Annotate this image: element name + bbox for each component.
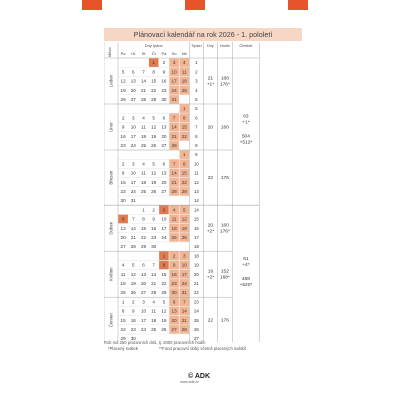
day-number: 27	[130, 97, 136, 102]
binder-tab-middle	[185, 0, 205, 10]
week-number: 14	[193, 207, 199, 213]
day-number: 13	[161, 124, 167, 130]
month-hours: 176	[220, 318, 229, 324]
day-number: 21	[171, 179, 177, 185]
day-number: 8	[121, 308, 125, 314]
day-number: 29	[151, 97, 157, 102]
month-workdays: 22	[207, 318, 214, 324]
day-number: 14	[130, 225, 136, 231]
day-number: 26	[130, 290, 136, 296]
day-number: 15	[181, 124, 187, 130]
page-title: Plánovací kalendář na rok 2026 - 1. pololetí	[104, 28, 302, 41]
day-number: 21	[140, 87, 147, 93]
day-number: 28	[140, 97, 147, 102]
day-number: 23	[171, 281, 177, 286]
day-number: 11	[120, 271, 126, 277]
day-number: 11	[151, 308, 157, 314]
day-number: 11	[141, 170, 146, 176]
day-number: 2	[132, 299, 135, 305]
day-number: 15	[151, 78, 157, 84]
day-number: 12	[130, 271, 136, 277]
day-number: 17	[130, 179, 136, 185]
week-number: 22	[193, 290, 199, 296]
day-number: 1	[162, 253, 166, 259]
day-number: 27	[140, 290, 147, 296]
day-number: 21	[171, 133, 177, 139]
day-number: 9	[132, 308, 135, 314]
day-number: 9	[121, 124, 125, 130]
day-number: 15	[161, 271, 167, 277]
day-number: 8	[142, 216, 145, 222]
day-number: 30	[120, 198, 126, 204]
day-number: 16	[151, 225, 157, 231]
week-number: 17	[193, 235, 199, 240]
day-number: 16	[161, 78, 167, 84]
days-header: Dny	[207, 44, 214, 48]
day-number: 11	[181, 69, 187, 75]
holiday-legend: *Placený svátek	[108, 346, 138, 351]
day-number: 19	[181, 225, 187, 231]
day-number: 13	[130, 78, 136, 84]
day-number: 30	[151, 244, 157, 250]
day-number: 12	[151, 124, 157, 130]
day-number: 13	[161, 170, 167, 176]
week-number: 18	[193, 253, 199, 259]
binder-tab-right	[288, 0, 308, 10]
day-number: 1	[142, 207, 145, 213]
weekday-header: Pá	[161, 51, 167, 56]
month-workdays: +1*	[206, 82, 215, 88]
day-number: 28	[171, 189, 177, 194]
day-number: 17	[171, 78, 177, 84]
day-number: 12	[181, 216, 187, 222]
day-number: 21	[130, 235, 136, 240]
day-number: 4	[183, 60, 186, 66]
month-hours: 176	[220, 176, 229, 182]
day-number: 2	[121, 115, 125, 121]
month-workdays: +2*	[206, 229, 215, 235]
hours-header: Hodin	[219, 44, 230, 48]
month-workdays: 21	[207, 76, 214, 82]
day-number: 1	[152, 60, 155, 66]
day-number: 7	[152, 262, 155, 268]
week-number: 13	[193, 189, 199, 194]
day-number: 22	[181, 179, 187, 185]
day-number: 4	[172, 207, 176, 213]
day-number: 29	[181, 189, 187, 194]
day-number: 28	[171, 143, 177, 148]
weekday-header: So	[171, 51, 177, 56]
day-number: 14	[171, 124, 177, 130]
day-number: 24	[171, 87, 177, 93]
day-number: 26	[151, 143, 157, 148]
month-hours: 168*	[219, 275, 230, 281]
day-number: 5	[162, 299, 166, 305]
day-number: 12	[161, 308, 167, 314]
week-number: 24	[193, 308, 199, 314]
month-label: Duben	[108, 221, 114, 235]
quarter-hours: +520*	[239, 283, 253, 289]
month-workdays: 22	[207, 176, 214, 182]
calendar-sheet	[104, 28, 302, 388]
month-label: Leden	[108, 74, 114, 88]
weekday-header: Ne	[181, 51, 187, 56]
day-number: 15	[120, 317, 126, 323]
day-number: 27	[171, 327, 177, 332]
day-number: 17	[130, 133, 136, 139]
day-number: 25	[181, 87, 187, 93]
day-number: 5	[132, 262, 135, 268]
day-number: 1	[183, 106, 186, 112]
day-number: 11	[171, 216, 177, 222]
quarter-hours: +512*	[239, 140, 253, 146]
day-number: 24	[130, 189, 136, 194]
day-number: 8	[162, 262, 166, 268]
day-number: 20	[161, 179, 167, 185]
month-workdays: 19	[207, 269, 214, 275]
day-number: 31	[171, 97, 177, 102]
day-number: 6	[162, 161, 166, 167]
day-number: 16	[130, 317, 136, 323]
month-hours: 176*	[219, 229, 230, 235]
binder-tab-left	[82, 0, 102, 10]
day-number: 22	[120, 327, 126, 332]
day-number: 22	[140, 235, 147, 240]
day-number: 7	[132, 216, 135, 222]
week-number: 25	[193, 317, 199, 323]
brand-logo: © ADK	[188, 373, 211, 380]
day-number: 10	[130, 170, 136, 176]
day-number: 26	[161, 327, 167, 332]
day-number: 3	[172, 60, 176, 66]
day-number: 4	[152, 299, 155, 305]
day-number: 6	[132, 69, 135, 75]
day-number: 16	[120, 179, 126, 185]
day-number: 8	[152, 69, 155, 75]
calendar-grid	[104, 42, 302, 342]
day-number: 7	[183, 299, 186, 305]
day-number: 20	[140, 281, 147, 286]
day-number: 16	[171, 271, 177, 277]
week-number: 16	[193, 225, 199, 231]
day-number: 23	[151, 235, 157, 240]
day-number: 27	[120, 244, 126, 250]
day-number: 7	[172, 115, 176, 121]
week-number: 7	[195, 124, 198, 130]
day-number: 10	[130, 124, 136, 130]
week-number: 1	[195, 60, 198, 66]
week-number: 27	[193, 336, 199, 342]
month-workdays: +2*	[206, 275, 215, 281]
day-number: 24	[181, 281, 187, 286]
day-number: 23	[120, 189, 126, 194]
day-number: 18	[181, 78, 187, 84]
week-number: 3	[195, 78, 198, 84]
day-number: 22	[151, 87, 157, 93]
day-number: 5	[152, 115, 155, 121]
day-number: 3	[142, 299, 145, 305]
day-number: 22	[161, 281, 167, 286]
website-url: www.adk.cz	[180, 380, 199, 384]
day-number: 6	[142, 262, 145, 268]
day-number: 16	[120, 133, 126, 139]
week-header: Týden	[191, 44, 202, 48]
month-hours: 160	[220, 125, 229, 131]
week-number: 20	[193, 271, 199, 277]
day-number: 29	[140, 244, 147, 250]
day-number: 23	[120, 143, 126, 148]
day-number: 6	[162, 115, 166, 121]
day-number: 8	[183, 161, 186, 167]
day-number: 30	[130, 336, 136, 342]
day-number: 19	[151, 133, 157, 139]
day-number: 24	[140, 327, 147, 332]
month-workdays: 20	[207, 125, 214, 131]
week-number: 6	[195, 115, 198, 121]
month-workdays: 20	[207, 223, 214, 229]
day-number: 2	[162, 60, 166, 66]
day-number: 20	[171, 317, 177, 323]
week-number: 5	[195, 106, 198, 112]
year-summary-note: Rok má 250 pracovních dnů, tj. 2000 pracovních hodin	[104, 340, 206, 345]
day-number: 29	[161, 290, 167, 296]
week-number: 12	[193, 179, 199, 185]
day-number: 9	[162, 69, 166, 75]
day-number: 25	[120, 290, 126, 296]
day-number: 20	[161, 133, 167, 139]
day-number: 10	[181, 262, 187, 268]
day-number: 19	[151, 179, 157, 185]
month-label: Březen	[108, 170, 114, 185]
day-number: 31	[130, 198, 136, 204]
day-number: 7	[172, 161, 176, 167]
day-number: 19	[130, 281, 136, 286]
fund-legend: **Fond pracovní doby včetně placených svátků	[159, 346, 247, 351]
day-number: 31	[181, 290, 187, 296]
day-number: 29	[120, 336, 126, 342]
day-number: 4	[142, 161, 145, 167]
day-number: 3	[162, 207, 166, 213]
day-number: 27	[161, 189, 167, 194]
day-number: 19	[120, 87, 126, 93]
day-number: 18	[171, 225, 177, 231]
day-number: 26	[181, 235, 187, 240]
day-number: 14	[181, 308, 187, 314]
quarter-workdays: +1*	[242, 120, 250, 126]
week-number: 5	[195, 97, 198, 102]
day-number: 30	[171, 290, 177, 296]
day-number: 23	[161, 87, 167, 93]
day-number: 24	[130, 143, 136, 148]
month-hours: 168	[220, 76, 229, 82]
day-number: 15	[140, 225, 147, 231]
day-number: 12	[120, 78, 126, 84]
day-number: 21	[151, 281, 157, 286]
day-number: 25	[140, 189, 147, 194]
day-number: 18	[140, 179, 147, 185]
week-number: 19	[193, 262, 199, 268]
week-number: 21	[193, 281, 199, 286]
day-number: 5	[121, 69, 125, 75]
day-number: 26	[151, 189, 157, 194]
day-number: 14	[171, 170, 177, 176]
day-number: 13	[140, 271, 147, 277]
month-hours: 152	[220, 269, 229, 275]
weekday-header: Út	[131, 51, 136, 56]
day-number: 25	[171, 235, 177, 240]
day-number: 22	[181, 133, 187, 139]
day-number: 6	[172, 299, 176, 305]
day-number: 17	[161, 225, 167, 231]
weekday-header: Po	[120, 51, 126, 56]
day-number: 11	[141, 124, 146, 130]
week-number: 9	[195, 143, 198, 148]
quarter-header: Čtvrtletí	[239, 44, 253, 48]
month-hours: 176*	[219, 82, 230, 88]
day-number: 3	[183, 253, 186, 259]
day-number: 23	[130, 327, 136, 332]
week-number: 15	[193, 216, 199, 222]
day-number: 3	[132, 115, 135, 121]
day-number: 5	[183, 207, 186, 213]
day-number: 21	[181, 317, 187, 323]
day-number: 15	[181, 170, 187, 176]
day-number: 28	[130, 244, 136, 250]
day-number: 27	[161, 143, 167, 148]
day-number: 1	[121, 299, 125, 305]
day-number: 19	[161, 317, 167, 323]
day-number: 13	[120, 225, 126, 231]
quarter-workdays: 61	[243, 257, 249, 263]
week-number: 9	[195, 152, 198, 158]
weekday-header: St	[141, 51, 146, 56]
week-number: 10	[193, 161, 199, 167]
day-number: 14	[140, 78, 147, 84]
day-number: 25	[151, 327, 157, 332]
week-number: 4	[195, 87, 198, 93]
day-number: 30	[161, 97, 167, 102]
month-hours: 160	[220, 223, 229, 229]
day-number: 2	[172, 253, 176, 259]
day-number: 18	[140, 133, 147, 139]
day-number: 8	[183, 115, 186, 121]
month-label: Červen	[108, 313, 114, 328]
day-number: 10	[161, 216, 167, 222]
day-number: 5	[152, 161, 155, 167]
month-label: Květen	[108, 267, 114, 282]
week-number: 14	[193, 198, 199, 204]
weekday-header: Čt	[151, 51, 156, 56]
day-number: 28	[181, 327, 187, 332]
month-header: Měsíc	[108, 47, 112, 57]
day-number: 17	[140, 317, 147, 323]
week-number: 8	[195, 133, 198, 139]
day-number: 10	[140, 308, 147, 314]
day-number: 3	[132, 161, 135, 167]
day-number: 20	[120, 235, 126, 240]
week-number: 11	[194, 170, 199, 176]
day-number: 12	[151, 170, 157, 176]
day-number: 10	[171, 69, 177, 75]
day-number: 14	[151, 271, 157, 277]
quarter-workdays: 63	[243, 114, 249, 120]
day-number: 26	[120, 97, 126, 102]
week-number: 18	[193, 244, 199, 250]
day-number: 4	[121, 262, 125, 268]
day-number: 7	[142, 69, 145, 75]
day-number: 9	[172, 262, 176, 268]
day-number: 24	[161, 235, 167, 240]
day-number: 18	[151, 317, 157, 323]
day-number: 25	[140, 143, 147, 148]
day-number: 20	[130, 87, 136, 93]
month-label: Únor	[108, 122, 114, 132]
quarter-workdays: +4*	[242, 263, 250, 269]
day-number: 28	[151, 290, 157, 296]
quarter-hours: 488	[241, 277, 250, 283]
day-number: 13	[171, 308, 177, 314]
week-number: 26	[193, 327, 199, 332]
day-number: 9	[121, 170, 125, 176]
day-number: 17	[181, 271, 187, 277]
day-number: 2	[121, 161, 125, 167]
day-number: 6	[121, 216, 125, 222]
day-number: 2	[152, 207, 155, 213]
day-number: 1	[183, 152, 186, 158]
day-number: 9	[152, 216, 155, 222]
quarter-hours: 504	[241, 134, 250, 140]
week-number: 2	[195, 69, 198, 75]
weekdays-group-header: Dny týdne	[144, 43, 163, 48]
day-number: 4	[142, 115, 145, 121]
day-number: 18	[120, 281, 126, 286]
week-number: 23	[193, 299, 199, 305]
